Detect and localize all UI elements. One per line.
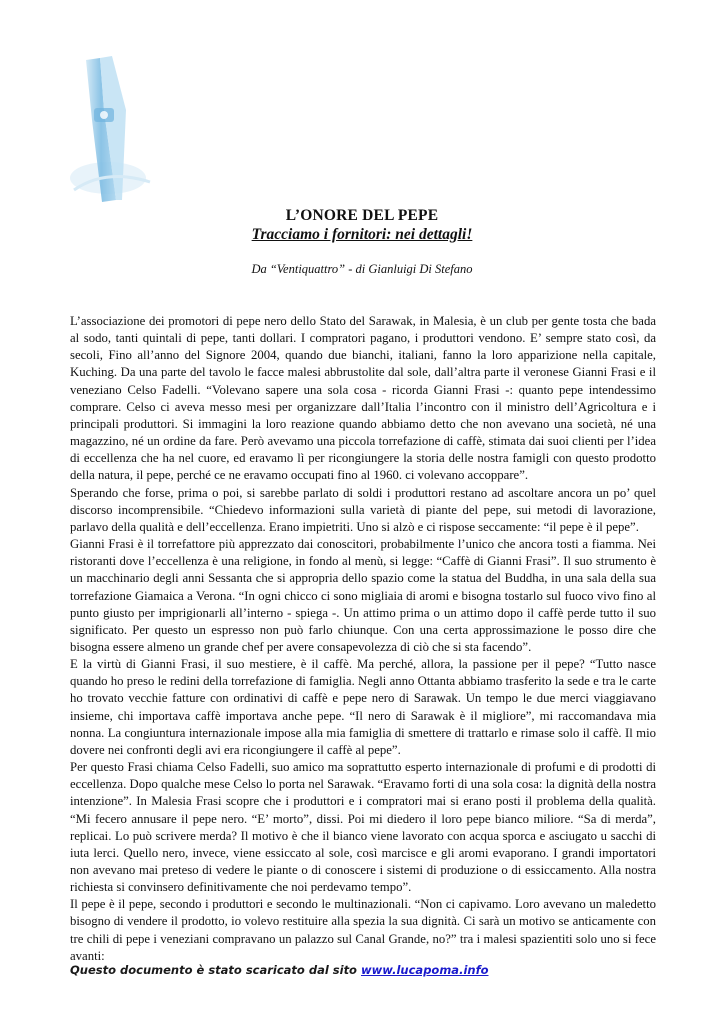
paragraph: Sperando che forse, prima o poi, si sarebbe parlato di soldi i produttori restano ad ascoltare ancora un po’ quel discorso incomprensibile. “Chiedevo informazioni sulla varietà di piante del pepe, sui metodi di lavorazione, parlavo della qualità e dell’eccellenza. Erano impietriti. Uno si alzò e ci rispose seccamente: “il pepe è il pepe”.	[70, 485, 656, 534]
paragraph: E la virtù di Gianni Frasi, il suo mestiere, è il caffè. Ma perché, allora, la passione per il pepe? “Tutto nasce quando ho preso le redini della torrefazione di famiglia. Negli anno Ottanta abbiamo trasferito la sede e tra le carte ho trovato vecchie fatture con ordinativi di caffè e pepe nero di Sarawak. Un tempo le due merci viaggiavano insieme, chi importava caffè importava anche pepe. “Il nero di Sarawak è il migliore”, mi raccomandava mia nonna. La congiuntura internazionale impose alla mia famiglia di smettere di trattarlo e rimase solo il caffè. Il mio dovere nei confronti degli avi era ricongiungere il caffè al pepe”.	[70, 657, 656, 757]
footer-link[interactable]: www.lucapoma.info	[360, 963, 489, 977]
paragraph: L’associazione dei promotori di pepe nero dello Stato del Sarawak, in Malesia, è un club per gente tosta che bada al sodo, tanti quintali di pepe, tanti dollari. I compratori pagano, i produttori vendono. E’ sempre stato così, da secoli, Fino all’anno del Signore 2004, quando due bianchi, italiani, fanno la loro apparizione nella capitale, Kuching. Da una parte del tavolo le facce malesi abbrustolite dal sole, dall’altra parte il veronese Gianni Frasi e il veneziano Celso Fadelli. “Volevano sapere una sola cosa - ricorda Gianni Frasi -: quanto pepe intendessimo comprare. Celso ci aveva messo mesi per organizzare dall’Italia l’incontro con il ministro dell’Agricoltura e i principali produttori. Si immagini la loro reazione quando abbiamo detto che non avevano una società, né una magazzino, né un ordine da fare. Però avevamo una piccola torrefazione di caffè, stimata dai suoi clienti per l’idea di eccellenza che ha nel cuore, ed eravamo lì per ricongiungere la storia delle nostra famigli con questo prodotto della natura, il pepe, perché ce ne eravamo occupati fino al 1960. ci volevano accoppare”.	[70, 314, 656, 483]
clothespin-logo-icon	[66, 50, 156, 205]
footer	[70, 963, 488, 977]
page-subtitle: Tracciamo i fornitori: nei dettagli!	[251, 226, 473, 243]
footer-text: Questo documento è stato scaricato dal sito	[70, 963, 357, 977]
paragraph: Per questo Frasi chiama Celso Fadelli, suo amico ma soprattutto esperto internazionale di profumi e di prodotti di eccellenza. Dopo qualche mese Celso lo porta nel Sarawak. “Eravamo forti di una sola cosa: la dignità della nostra intenzione”. In Malesia Frasi scopre che i produttori e i compratori mai si erano posti il problema della qualità. “Mi fecero annusare il pepe nero. “E’ morto”, dissi. Poi mi diedero il loro pepe bianco miliore. “Sa di merda”, replicai. Lo può scrivere merda? Il motivo è che il bianco viene lavorato con acqua sporca e asciugato u sacchi di iuta lerci. Quello nero, invece, viene essiccato al sole, così marcisce e gli aromi evaporano. I grandi importatori non avevano mai preteso di vedere le piante o di conoscere i sistemi di produzione o di essiccamento. Alla nostra richiesta si convinsero definitivamente che noi perdevamo tempo”.	[70, 760, 656, 895]
paragraph: Gianni Frasi è il torrefattore più apprezzato dai conoscitori, probabilmente l’unico che ancora tosti a fiamma. Nei ristoranti dove l’eccellenza è una religione, in fondo al menù, si legge: “Caffè di Gianni Frasi”. Il suo strumento è un macchinario degli anni Sessanta che si appropria dello spazio come la statua del Buddha, in una sala della sua torrefazione Giamaica a Verona. “In ogni chicco ci sono migliaia di aromi e bisogna tostarlo sul fuoco vivo fino al punto giusto per imprigionarli all’interno - spiega -. Un attimo prima o un attimo dopo il caffè perde tutto il suo significato. Per questo un espresso non può farlo chiunque. Con una certa approssimazione le posso dire che bisogna essere almeno un grande chef per avere consapevolezza di ciò che si sta facendo”.	[70, 537, 656, 654]
article-body	[70, 313, 656, 965]
title-block	[0, 207, 724, 244]
byline: Da “Ventiquattro” - di Gianluigi Di Stefano	[251, 262, 473, 276]
page-title: L’ONORE DEL PEPE	[285, 207, 439, 224]
paragraph: Il pepe è il pepe, secondo i produttori e secondo le multinazionali. “Non ci capivamo. Loro avevano un maledetto bisogno di vendere il prodotto, io volevo restituire alla spezia la sua dignità. Ci sarà un motivo se anticamente con tre chili di pepe i veneziani compravano un palazzo sul Canal Grande, no?” tra i malesi spazientiti solo uno si fece avanti:	[70, 897, 656, 963]
